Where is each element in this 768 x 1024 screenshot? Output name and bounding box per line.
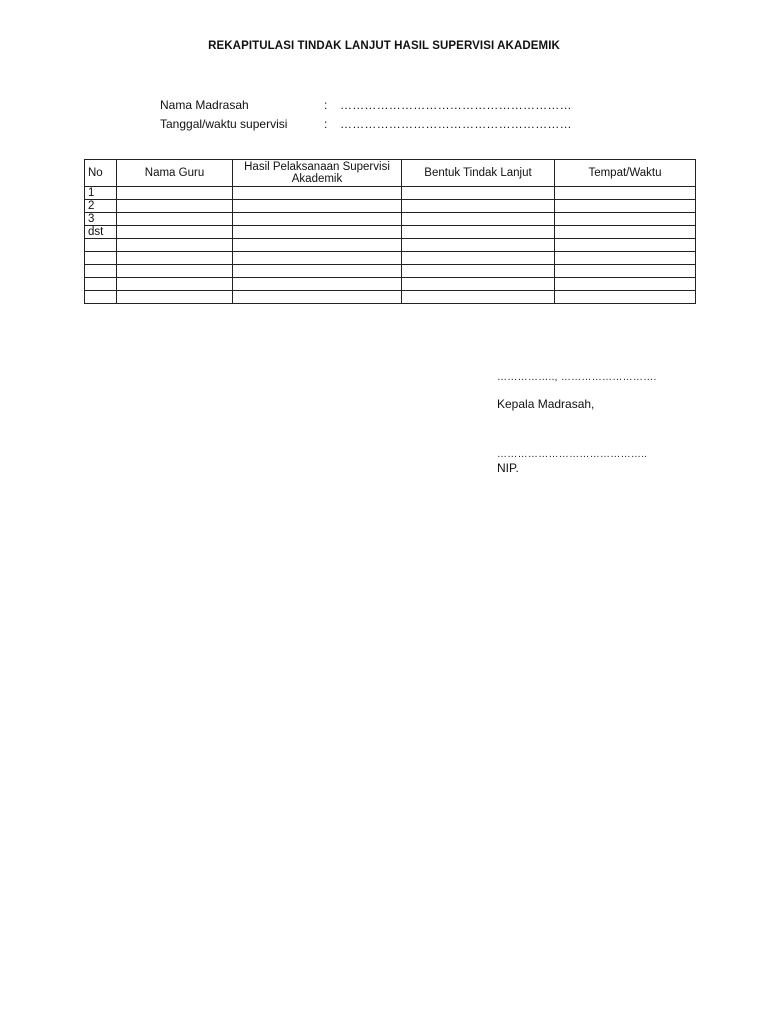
info-value-placeholder: ………………………………………………… bbox=[340, 116, 572, 131]
table-cell bbox=[85, 252, 117, 265]
rekap-table bbox=[84, 159, 696, 304]
signature-nip: NIP. bbox=[497, 461, 519, 475]
table-header-row bbox=[85, 160, 696, 187]
table-row bbox=[85, 252, 696, 265]
table-cell bbox=[555, 278, 696, 291]
table-cell bbox=[117, 213, 233, 226]
table-cell bbox=[555, 239, 696, 252]
table-cell bbox=[402, 187, 555, 200]
info-label: Nama Madrasah bbox=[160, 97, 249, 112]
info-row-tanggal bbox=[160, 114, 572, 133]
signature-role: Kepala Madrasah, bbox=[497, 397, 595, 411]
table-cell bbox=[233, 239, 402, 252]
table-row bbox=[85, 200, 696, 213]
info-value-placeholder: ………………………………………………… bbox=[340, 97, 572, 112]
table-body bbox=[85, 187, 696, 304]
header-no: No bbox=[85, 160, 117, 187]
header-hasil-pelaksanaan: Hasil Pelaksanaan Supervisi Akademik bbox=[233, 160, 402, 187]
table-cell bbox=[555, 187, 696, 200]
table-cell bbox=[117, 291, 233, 304]
table-cell bbox=[117, 226, 233, 239]
table-row bbox=[85, 265, 696, 278]
table-cell bbox=[233, 200, 402, 213]
table-cell bbox=[402, 239, 555, 252]
table-cell bbox=[402, 226, 555, 239]
signature-place-date: …………….., ………………………. bbox=[497, 372, 657, 383]
table-row bbox=[85, 213, 696, 226]
table-cell: 2 bbox=[85, 200, 117, 213]
table-cell bbox=[233, 278, 402, 291]
info-colon: : bbox=[324, 116, 328, 131]
table-cell bbox=[402, 200, 555, 213]
table-cell bbox=[233, 265, 402, 278]
table-cell: 1 bbox=[85, 187, 117, 200]
table-cell bbox=[117, 187, 233, 200]
table-cell bbox=[233, 252, 402, 265]
table-cell bbox=[85, 291, 117, 304]
info-label: Tanggal/waktu supervisi bbox=[160, 116, 288, 131]
table-cell bbox=[233, 213, 402, 226]
table-cell bbox=[402, 291, 555, 304]
table-row bbox=[85, 291, 696, 304]
table-cell bbox=[233, 226, 402, 239]
table-cell bbox=[402, 265, 555, 278]
table-row bbox=[85, 278, 696, 291]
table-cell bbox=[85, 239, 117, 252]
table-cell bbox=[117, 278, 233, 291]
table-cell: dst bbox=[85, 226, 117, 239]
table-row bbox=[85, 226, 696, 239]
table-cell bbox=[117, 265, 233, 278]
info-row-madrasah bbox=[160, 95, 572, 114]
table-cell bbox=[117, 239, 233, 252]
table-cell bbox=[233, 291, 402, 304]
table-row bbox=[85, 187, 696, 200]
table-cell bbox=[555, 213, 696, 226]
table-cell bbox=[233, 187, 402, 200]
table-cell bbox=[402, 213, 555, 226]
info-colon: : bbox=[324, 97, 328, 112]
table-cell bbox=[555, 291, 696, 304]
table-cell bbox=[85, 265, 117, 278]
table-cell bbox=[555, 226, 696, 239]
table-cell bbox=[555, 200, 696, 213]
table-cell bbox=[555, 252, 696, 265]
table-cell bbox=[117, 200, 233, 213]
table-cell bbox=[85, 278, 117, 291]
table-cell bbox=[402, 278, 555, 291]
document-title: REKAPITULASI TINDAK LANJUT HASIL SUPERVISI AKADEMIK bbox=[208, 40, 560, 52]
table-cell bbox=[402, 252, 555, 265]
table-cell bbox=[555, 265, 696, 278]
header-bentuk-tindak-lanjut: Bentuk Tindak Lanjut bbox=[402, 160, 555, 187]
info-block bbox=[160, 95, 572, 133]
header-nama-guru: Nama Guru bbox=[117, 160, 233, 187]
table-cell bbox=[117, 252, 233, 265]
table-cell: 3 bbox=[85, 213, 117, 226]
header-tempat-waktu: Tempat/Waktu bbox=[555, 160, 696, 187]
table-row bbox=[85, 239, 696, 252]
signature-name-line: …………………………………….. bbox=[497, 449, 648, 460]
